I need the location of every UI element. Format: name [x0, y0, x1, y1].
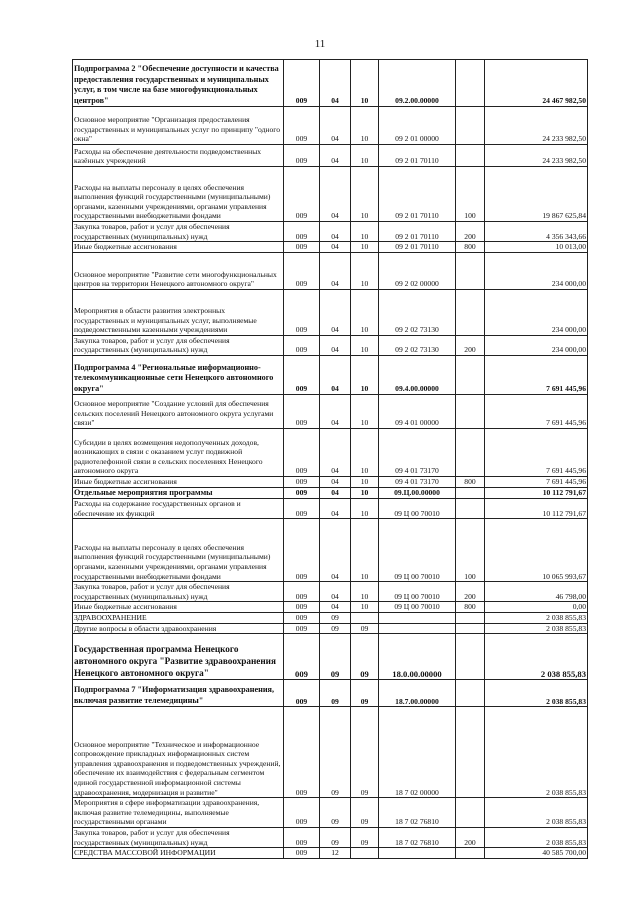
cell-target-article: 09.4.00.00000	[379, 355, 456, 394]
cell-sum: 234 000,00	[485, 289, 588, 335]
table-row	[73, 582, 588, 602]
cell-sum: 7 691 445,96	[485, 355, 588, 394]
cell-razdel: 09	[320, 623, 351, 634]
cell-glav: 009	[284, 289, 320, 335]
cell-podrazdel: 10	[351, 252, 379, 289]
cell-name: Расходы на выплаты персоналу в целях обеспечения выполнения функций государственными (муниципальными) органами, казенными учреждениями, органами управления государственными внебюджетными фондами	[73, 519, 284, 582]
cell-expense-type	[456, 798, 485, 828]
cell-razdel: 04	[320, 582, 351, 602]
cell-name: Иные бюджетные ассигнования	[73, 242, 284, 253]
cell-glav: 009	[284, 582, 320, 602]
cell-name: Субсидии в целях возмещения недополученных доходов, возникающих в связи с оказанием услуг подвижной радиотелефонной связи в сельских поселениях Ненецкого автономного округа	[73, 428, 284, 476]
cell-sum: 2 038 855,83	[485, 680, 588, 707]
budget-table-container	[72, 59, 587, 859]
cell-razdel: 04	[320, 145, 351, 167]
cell-sum: 7 691 445,96	[485, 476, 588, 487]
cell-glav: 009	[284, 602, 320, 613]
cell-sum: 10 065 993,67	[485, 519, 588, 582]
cell-sum: 24 467 982,50	[485, 60, 588, 107]
cell-glav: 009	[284, 355, 320, 394]
cell-expense-type	[456, 252, 485, 289]
cell-razdel: 04	[320, 222, 351, 242]
cell-sum: 4 356 343,66	[485, 222, 588, 242]
cell-target-article: 09 Ц 00 70010	[379, 498, 456, 518]
cell-razdel: 04	[320, 289, 351, 335]
cell-target-article: 09 2 01 70110	[379, 167, 456, 222]
cell-razdel: 09	[320, 827, 351, 847]
cell-target-article: 09 2 01 70110	[379, 242, 456, 253]
cell-razdel: 04	[320, 498, 351, 518]
cell-target-article: 18 7 02 76810	[379, 827, 456, 847]
cell-sum: 2 038 855,83	[485, 612, 588, 623]
cell-glav: 009	[284, 107, 320, 145]
cell-sum: 234 000,00	[485, 252, 588, 289]
cell-name: Иные бюджетные ассигнования	[73, 476, 284, 487]
table-row	[73, 707, 588, 798]
cell-glav: 009	[284, 707, 320, 798]
cell-sum: 24 233 982,50	[485, 145, 588, 167]
table-row	[73, 612, 588, 623]
cell-glav: 009	[284, 60, 320, 107]
cell-name: Закупка товаров, работ и услуг для обеспечения государственных (муниципальных) нужд	[73, 335, 284, 355]
table-row	[73, 680, 588, 707]
cell-razdel: 09	[320, 634, 351, 680]
cell-target-article	[379, 612, 456, 623]
cell-expense-type	[456, 145, 485, 167]
cell-razdel: 04	[320, 60, 351, 107]
cell-expense-type	[456, 680, 485, 707]
cell-expense-type	[456, 612, 485, 623]
cell-name: Основное мероприятие "Организация предоставления государственных и муниципальных услуг по принципу "одного окна"	[73, 107, 284, 145]
table-row	[73, 242, 588, 253]
cell-target-article: 09 2 01 70110	[379, 145, 456, 167]
cell-name: Закупка товаров, работ и услуг для обеспечения государственных (муниципальных) нужд	[73, 827, 284, 847]
cell-podrazdel: 10	[351, 582, 379, 602]
cell-glav: 009	[284, 680, 320, 707]
cell-sum: 234 000,00	[485, 335, 588, 355]
table-row	[73, 107, 588, 145]
cell-glav: 009	[284, 498, 320, 518]
table-row	[73, 428, 588, 476]
cell-name: Основное мероприятие "Техническое и информационное сопровождение прикладных информационных систем управления здравоохранения и подведомственных учреждений, обеспечение их взаимодействия с федеральным сегментом единой государственной информационной системы здравоохранения, модернизация и развитие"	[73, 707, 284, 798]
cell-razdel: 04	[320, 107, 351, 145]
cell-podrazdel: 10	[351, 60, 379, 107]
cell-razdel: 04	[320, 602, 351, 613]
table-row	[73, 476, 588, 487]
cell-name: Подпрограмма 2 "Обеспечение доступности и качества предоставления государственных и муниципальных услуг, в том числе на базе многофункциональных центров"	[73, 60, 284, 107]
cell-razdel: 12	[320, 848, 351, 859]
cell-razdel: 04	[320, 242, 351, 253]
cell-name: СРЕДСТВА МАССОВОЙ ИНФОРМАЦИИ	[73, 848, 284, 859]
cell-target-article: 09 Ц 00 70010	[379, 602, 456, 613]
cell-expense-type	[456, 707, 485, 798]
cell-target-article	[379, 623, 456, 634]
cell-target-article: 18.7.00.00000	[379, 680, 456, 707]
cell-expense-type: 800	[456, 242, 485, 253]
cell-sum: 19 867 625,84	[485, 167, 588, 222]
cell-razdel: 04	[320, 252, 351, 289]
cell-razdel: 09	[320, 680, 351, 707]
page-number: 11	[314, 38, 326, 50]
cell-name: Закупка товаров, работ и услуг для обеспечения государственных (муниципальных) нужд	[73, 582, 284, 602]
cell-expense-type: 100	[456, 519, 485, 582]
table-row	[73, 623, 588, 634]
cell-sum: 10 112 791,67	[485, 498, 588, 518]
cell-expense-type	[456, 394, 485, 428]
cell-name: Другие вопросы в области здравоохранения	[73, 623, 284, 634]
cell-glav: 009	[284, 222, 320, 242]
cell-target-article: 09 2 01 70110	[379, 222, 456, 242]
cell-name: Основное мероприятие "Развитие сети многофункциональных центров на территории Ненецкого автономного округа"	[73, 252, 284, 289]
cell-target-article	[379, 848, 456, 859]
cell-glav: 009	[284, 634, 320, 680]
cell-glav: 009	[284, 827, 320, 847]
cell-podrazdel	[351, 612, 379, 623]
table-row	[73, 498, 588, 518]
cell-glav: 009	[284, 428, 320, 476]
cell-target-article: 09 2 01 00000	[379, 107, 456, 145]
cell-name: Расходы на выплаты персоналу в целях обеспечения выполнения функций государственными (муниципальными) органами, казенными учреждениями, органами управления государственными внебюджетными фондами	[73, 167, 284, 222]
cell-expense-type	[456, 623, 485, 634]
cell-podrazdel: 10	[351, 145, 379, 167]
cell-expense-type: 100	[456, 167, 485, 222]
cell-name: Мероприятия в области развития электронных государственных и муниципальных услуг, выполняемые подведомственными казенными учреждениями	[73, 289, 284, 335]
cell-target-article: 09 Ц 00 70010	[379, 582, 456, 602]
cell-glav: 009	[284, 487, 320, 498]
cell-podrazdel: 10	[351, 242, 379, 253]
cell-name: Иные бюджетные ассигнования	[73, 602, 284, 613]
cell-name: Расходы на обеспечение деятельности подведомственных казённых учреждений	[73, 145, 284, 167]
cell-target-article: 09.Ц.00.00000	[379, 487, 456, 498]
cell-podrazdel	[351, 848, 379, 859]
cell-expense-type: 200	[456, 335, 485, 355]
cell-razdel: 04	[320, 394, 351, 428]
cell-podrazdel: 10	[351, 222, 379, 242]
cell-razdel: 09	[320, 612, 351, 623]
cell-glav: 009	[284, 798, 320, 828]
cell-expense-type	[456, 60, 485, 107]
cell-name: Подпрограмма 7 "Информатизация здравоохранения, включая развитие телемедицины"	[73, 680, 284, 707]
table-row	[73, 222, 588, 242]
table-row	[73, 602, 588, 613]
cell-glav: 009	[284, 623, 320, 634]
cell-glav: 009	[284, 252, 320, 289]
cell-name: Расходы на содержание государственных органов и обеспечение их функций	[73, 498, 284, 518]
cell-glav: 009	[284, 335, 320, 355]
cell-sum: 46 798,00	[485, 582, 588, 602]
table-row	[73, 827, 588, 847]
cell-podrazdel: 10	[351, 428, 379, 476]
cell-target-article: 09 4 01 73170	[379, 428, 456, 476]
cell-name: Подпрограмма 4 "Региональные информационно-телекоммуникационные сети Ненецкого автономного округа"	[73, 355, 284, 394]
cell-podrazdel: 09	[351, 634, 379, 680]
cell-target-article: 18 7 02 76810	[379, 798, 456, 828]
cell-razdel: 09	[320, 707, 351, 798]
cell-podrazdel: 10	[351, 289, 379, 335]
cell-expense-type: 200	[456, 827, 485, 847]
cell-expense-type	[456, 107, 485, 145]
cell-sum: 7 691 445,96	[485, 428, 588, 476]
table-row	[73, 335, 588, 355]
cell-name: ЗДРАВООХРАНЕНИЕ	[73, 612, 284, 623]
budget-table-body	[73, 60, 588, 859]
cell-podrazdel: 10	[351, 355, 379, 394]
cell-podrazdel: 10	[351, 519, 379, 582]
cell-razdel: 04	[320, 167, 351, 222]
cell-sum: 40 585 700,00	[485, 848, 588, 859]
cell-target-article: 09 2 02 73130	[379, 335, 456, 355]
cell-podrazdel: 10	[351, 487, 379, 498]
cell-razdel: 09	[320, 798, 351, 828]
cell-sum: 24 233 982,50	[485, 107, 588, 145]
table-row	[73, 145, 588, 167]
cell-expense-type: 800	[456, 602, 485, 613]
cell-podrazdel: 09	[351, 827, 379, 847]
cell-target-article: 09 2 02 00000	[379, 252, 456, 289]
budget-table	[72, 59, 588, 859]
cell-target-article: 09 2 02 73130	[379, 289, 456, 335]
cell-podrazdel: 10	[351, 394, 379, 428]
table-row	[73, 394, 588, 428]
cell-name: Основное мероприятие "Создание условий для обеспечения сельских поселений Ненецкого автономного округа услугами связи"	[73, 394, 284, 428]
cell-target-article: 18 7 02 00000	[379, 707, 456, 798]
cell-razdel: 04	[320, 476, 351, 487]
cell-expense-type: 800	[456, 476, 485, 487]
table-row	[73, 519, 588, 582]
cell-glav: 009	[284, 394, 320, 428]
cell-expense-type	[456, 634, 485, 680]
cell-name: Мероприятия в сфере информатизации здравоохранения, включая развитие телемедицины, выполняемые государственными органами	[73, 798, 284, 828]
cell-razdel: 04	[320, 428, 351, 476]
cell-target-article: 18.0.00.00000	[379, 634, 456, 680]
cell-name: Отдельные мероприятия программы	[73, 487, 284, 498]
table-row	[73, 60, 588, 107]
cell-expense-type	[456, 848, 485, 859]
cell-sum: 10 013,00	[485, 242, 588, 253]
cell-sum: 2 038 855,83	[485, 707, 588, 798]
cell-target-article: 09 Ц 00 70010	[379, 519, 456, 582]
table-row	[73, 487, 588, 498]
cell-expense-type	[456, 487, 485, 498]
cell-sum: 2 038 855,83	[485, 623, 588, 634]
cell-podrazdel: 09	[351, 623, 379, 634]
cell-razdel: 04	[320, 519, 351, 582]
cell-target-article: 09 4 01 73170	[379, 476, 456, 487]
cell-podrazdel: 09	[351, 798, 379, 828]
table-row	[73, 634, 588, 680]
table-row	[73, 252, 588, 289]
cell-podrazdel: 09	[351, 680, 379, 707]
cell-expense-type	[456, 498, 485, 518]
cell-expense-type	[456, 428, 485, 476]
cell-sum: 10 112 791,67	[485, 487, 588, 498]
cell-glav: 009	[284, 145, 320, 167]
cell-sum: 7 691 445,96	[485, 394, 588, 428]
cell-podrazdel: 10	[351, 107, 379, 145]
cell-glav: 009	[284, 476, 320, 487]
cell-podrazdel: 10	[351, 335, 379, 355]
cell-expense-type	[456, 355, 485, 394]
cell-razdel: 04	[320, 355, 351, 394]
cell-glav: 009	[284, 167, 320, 222]
cell-expense-type	[456, 289, 485, 335]
cell-razdel: 04	[320, 487, 351, 498]
table-row	[73, 355, 588, 394]
cell-target-article: 09 4 01 00000	[379, 394, 456, 428]
cell-podrazdel: 09	[351, 707, 379, 798]
cell-expense-type: 200	[456, 582, 485, 602]
table-row	[73, 848, 588, 859]
table-row	[73, 798, 588, 828]
cell-expense-type: 200	[456, 222, 485, 242]
cell-glav: 009	[284, 519, 320, 582]
cell-podrazdel: 10	[351, 167, 379, 222]
cell-name: Закупка товаров, работ и услуг для обеспечения государственных (муниципальных) нужд	[73, 222, 284, 242]
cell-name: Государственная программа Ненецкого автономного округа "Развитие здравоохранения Ненецкого автономного округа"	[73, 634, 284, 680]
cell-sum: 2 038 855,83	[485, 798, 588, 828]
cell-sum: 0,00	[485, 602, 588, 613]
cell-razdel: 04	[320, 335, 351, 355]
cell-sum: 2 038 855,83	[485, 827, 588, 847]
cell-glav: 009	[284, 612, 320, 623]
cell-glav: 009	[284, 242, 320, 253]
cell-podrazdel: 10	[351, 476, 379, 487]
cell-glav: 009	[284, 848, 320, 859]
table-row	[73, 167, 588, 222]
cell-sum: 2 038 855,83	[485, 634, 588, 680]
cell-target-article: 09.2.00.00000	[379, 60, 456, 107]
cell-podrazdel: 10	[351, 602, 379, 613]
table-row	[73, 289, 588, 335]
cell-podrazdel: 10	[351, 498, 379, 518]
